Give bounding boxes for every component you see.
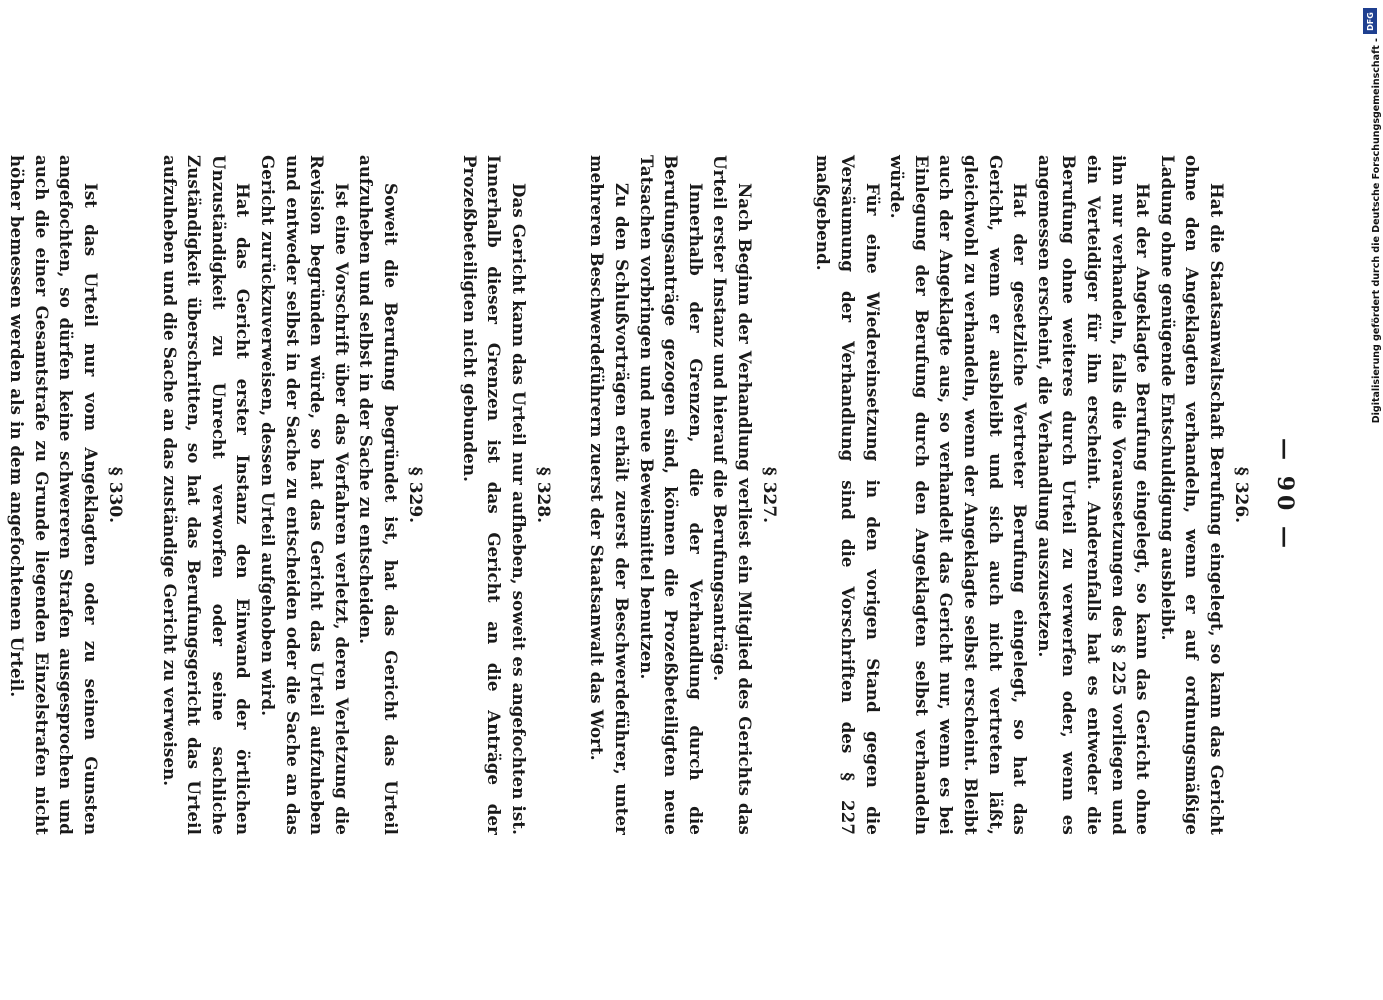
paragraph: Hat der Angeklagte Berufung eingelegt, so kann das Gericht ohne ihn nur verhandeln, falls die Voraussetzungen des § 225 vorliegen und ein Verteidiger für ihn erscheint. Anderenfalls hat es entweder die Berufung ohne weiteres durch Urteil zu verwerfen oder, wenn es angemessen erscheint, die Verhandlung auszusetzen. xyxy=(1034,155,1154,835)
paragraph: Innerhalb der Grenzen, die der Verhandlung durch die Berufungsanträge gezogen sind, können die Prozeßbeteiligten neue Tatsachen vorbringen und neue Beweismittel benutzen. xyxy=(636,155,706,835)
section-heading-326: § 326. xyxy=(1231,466,1251,524)
section-heading-329: § 329. xyxy=(404,466,425,524)
paragraph: Hat die Staatsanwaltschaft Berufung eingelegt, so kann das Gericht ohne den Angeklagten verhandeln, wenn er auf ordnungsmäßige Ladung ohne genügende Entschuldigung ausbleibt. xyxy=(1157,155,1227,835)
paragraph: Für eine Wiedereinsetzung in den vorigen Stand gegen die Versäumung der Verhandlung sind die Vorschriften des § 227 maßgebend. xyxy=(813,155,883,835)
paragraph: Hat das Gericht erster Instanz den Einwand der örtlichen Unzuständigkeit zu Unrecht verworfen oder seine sachliche Zuständigkeit überschritten, so hat das Berufungsgericht das Urteil aufzuheben und die Sache an das zuständige Gericht zu verweisen. xyxy=(159,155,254,835)
page-body xyxy=(7,155,1253,835)
paragraph: Ist eine Vorschrift über das Verfahren verletzt, deren Verletzung die Revision begründen würde, so hat das Gericht das Urteil aufzuheben und entweder selbst in der Sache zu entscheiden oder die Sache an das Gericht zurückzuverweisen, dessen Urteil aufgehoben wird. xyxy=(258,155,352,835)
digitization-credit-strip xyxy=(1360,0,1383,424)
digitization-credit: Digitalisierung gefördert durch die Deutsche Forschungsgemeinschaft - xyxy=(1371,38,1382,424)
page-number: — 90 — xyxy=(1272,438,1298,552)
dfg-logo-text: DFG xyxy=(1365,11,1375,31)
paragraph: Nach Beginn der Verhandlung verliest ein Mitglied des Gerichts das Urteil erster Instanz und hierauf die Berufungsanträge. xyxy=(710,155,755,835)
paragraph: Das Gericht kann das Urteil nur aufheben, soweit es angefochten ist. Innerhalb dieser Grenzen ist das Gericht an die Anträge der Prozeßbeteiligten nicht gebunden. xyxy=(459,155,529,835)
dfg-logo-icon xyxy=(1363,8,1377,34)
paragraph: Ist das Urteil nur vom Angeklagten oder zu seinen Gunsten angefochten, so dürfen keine schwereren Strafen ausgesprochen und auch die einer Gesamtstrafe zu Grunde liegenden Einzelstrafen nicht höher bemessen werden als in dem angefochtenen Urteil. xyxy=(7,155,102,835)
section-heading-330: § 330. xyxy=(105,466,126,524)
paragraph: Zu den Schlußvorträgen erhält zuerst der Beschwerdeführer, unter mehreren Beschwerdeführern zuerst der Staatsanwalt das Wort. xyxy=(587,155,632,835)
section-heading-327: § 327. xyxy=(758,466,779,524)
section-heading-328: § 328. xyxy=(532,466,553,524)
paragraph: Soweit die Berufung begründet ist, hat das Gericht das Urteil aufzuheben und selbst in der Sache zu entscheiden. xyxy=(356,155,401,835)
rotated-text-block xyxy=(7,155,1315,835)
paragraph: Hat der gesetzliche Vertreter Berufung eingelegt, so hat das Gericht, wenn er ausbleibt und sich auch nicht vertreten läßt, gleichwohl zu verhandeln, wenn der Angeklagte selbst erscheint. Bleibt auch der Angeklagte aus, so verhandelt das Gericht nur, wenn es bei Einlegung der Berufung durch den Angeklagten selbst verhandeln würde. xyxy=(887,155,1031,835)
